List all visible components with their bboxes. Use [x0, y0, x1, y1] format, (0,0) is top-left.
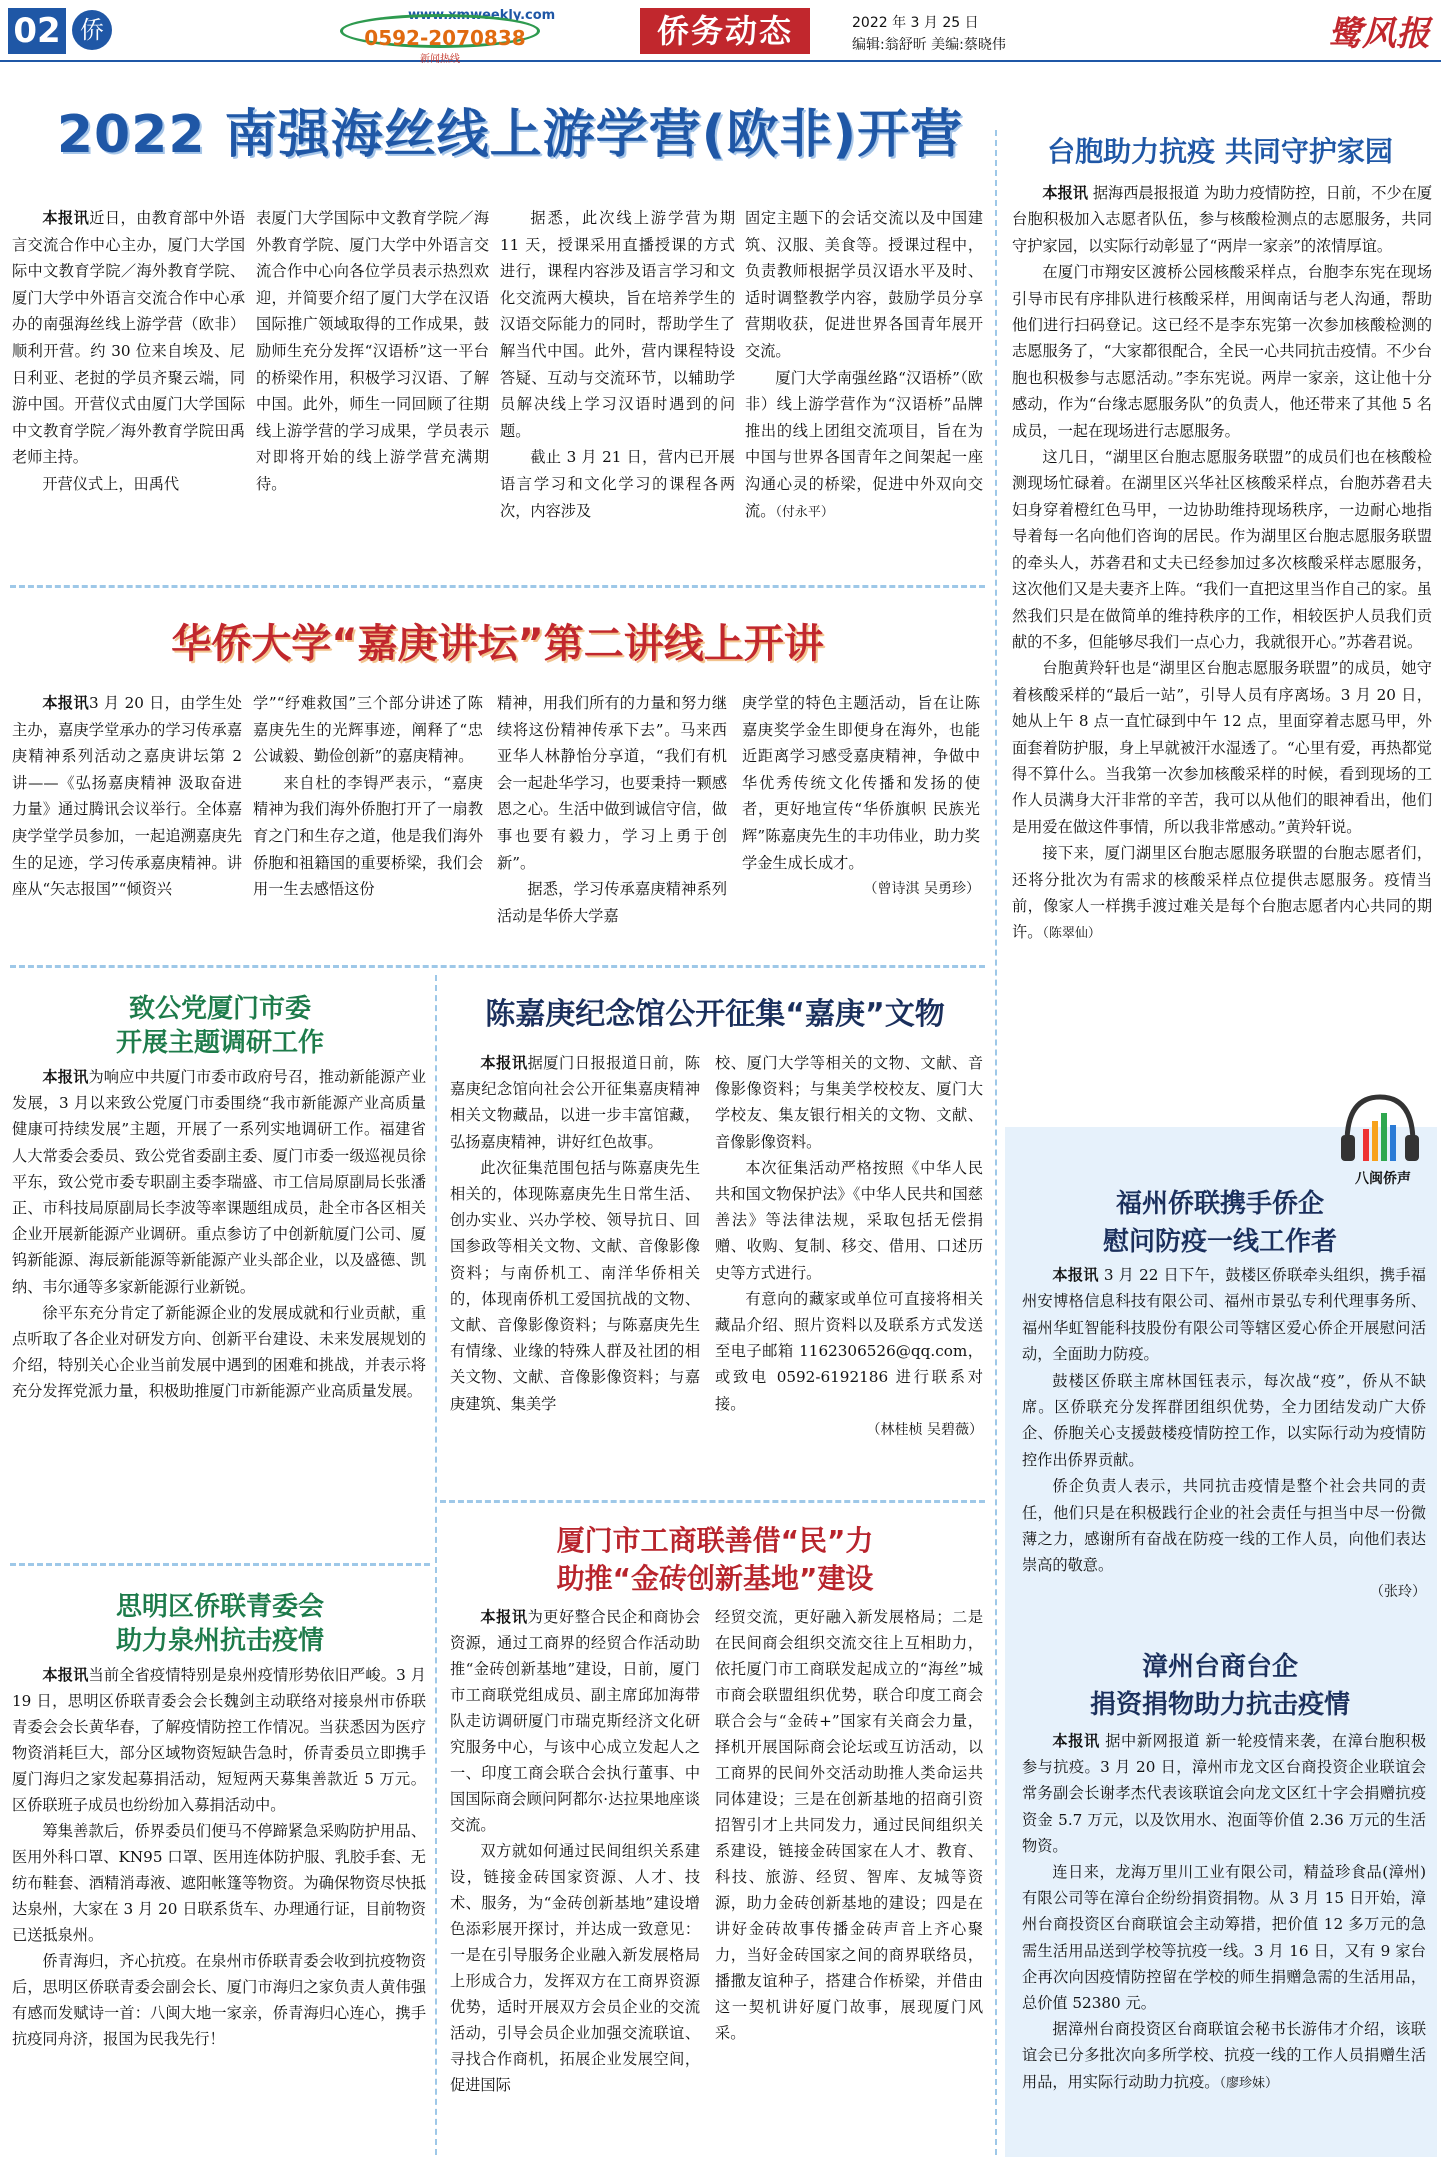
a2-col4: 庚学堂的特色主题活动，旨在让陈嘉庚奖学金生即便身在海外，也能近距离学习感受嘉庚精神，争做中华优秀传统文化传播和发扬的使者，更好地宣传“华侨旗帜 民族光辉”陈嘉庚先生的丰功伟业，助力奖学金生成长成才。 （曾诗淇 吴勇珍） [742, 690, 980, 903]
a8-body: 本报讯 3 月 22 日下午，鼓楼区侨联牵头组织，携手福州安博格信息科技有限公司、福州市景弘专利代理事务所、福州华虹智能科技股份有限公司等辖区爱心侨企开展慰问活动，全面助力防疫。 鼓楼区侨联主席林国钰表示，每次战“疫”，侨从不缺席。区侨联充分发挥群团组织优势，全力团结发动广大侨企、侨胞关心支援鼓楼疫情防控工作，以实际行动为疫情防控作出侨界贡献。 侨企负责人表示，共同抗击疫情是整个社会共同的责任，他们只是在积极践行企业的社会责任与担当中尽一份微薄之力，感谢所有奋战在防疫一线的工作人员，向他们表达崇高的敬意。 （张玲） [1022, 1262, 1426, 1605]
a6-body: 本报讯当前全省疫情特别是泉州疫情形势依旧严峻。3 月 19 日，思明区侨联青委会会长魏剑主动联络对接泉州市侨联青委会会长黄华春，了解疫情防控工作情况。当获悉因为医疗物资消耗巨大，部分区域物资短缺告急时，侨青委员立即携手厦门海归之家发起募捐活动，短短两天募集善款近 5 万元。区侨联班子成员也纷纷加入募捐活动中。 筹集善款后，侨界委员们便马不停蹄紧急采购防护用品、医用外科口罩、KN95 口罩、医用连体防护服、乳胶手套、无纺布鞋套、酒精消毒液、遮阳帐篷等物资。为确保物资尽快抵达泉州，大家在 3 月 20 日联系货车、办理通行证，目前物资已送抵泉州。 侨青海归，齐心抗疫。在泉州市侨联青委会收到抗疫物资后，思明区侨联青委会副会长、厦门市海归之家负责人黄伟强有感而发赋诗一首：八闽大地一家亲，侨青海归心连心，携手抗疫同舟济，报国为民我先行！ [12, 1666, 426, 2048]
a1-col1: 本报讯近日，由教育部中外语言交流合作中心主办，厦门大学国际中文教育学院／海外教育学院、厦门大学中外语言交流合作中心承办的南强海丝线上游学营（欧非）顺利开营。约 30 位来自埃及、尼日利亚、老挝的学员齐聚云端，同游中国。开营仪式由厦门大学国际中文教育学院／海外教育学院田禹老师主持。 开营仪式上，田禹代 [12, 209, 246, 493]
a9-title: 漳州台商台企 捐资捐物助力抗击疫情 [1089, 1652, 1350, 1720]
a7-title: 台胞助力抗疫 共同守护家园 [1047, 135, 1393, 168]
page-number: 02 [8, 8, 66, 54]
a1-col4: 固定主题下的会话交流以及中国建筑、汉服、美食等。授课过程中，负责教师根据学员汉语水平及时、适时调整教学内容，鼓励学员分享营期收获，促进世界各国青年展开交流。 厦门大学南强丝路“汉语桥”（欧非）线上游学营作为“汉语桥”品牌推出的线上团组交流项目，旨在为中国与世界各国青年之间架起一座沟通心灵的桥梁，促进中外双向交流。（付永平） [745, 209, 983, 520]
hotline-label: 新闻热线 [420, 54, 460, 65]
a6-title: 思明区侨联青委会 助力泉州抗击疫情 [115, 1592, 324, 1656]
hotline-number: 0592-2070838 [364, 26, 526, 50]
a4-col1: 本报讯据厦门日报报道日前，陈嘉庚纪念馆向社会公开征集嘉庚精神相关文物藏品，以进一步丰富馆藏，弘扬嘉庚精神，讲好红色故事。 此次征集范围包括与陈嘉庚先生相关的，体现陈嘉庚先生日常生活、创办实业、兴办学校、领导抗日、回国参政等相关文物、文献、音像影像资料；与南侨机工、南洋华侨相关的，体现南侨机工爱国抗战的文物、文献、音像影像资料；与陈嘉庚先生有情缘、业缘的特殊人群及社团的相关文物、文献、音像影像资料；与嘉庚建筑、集美学 [450, 1054, 701, 1413]
a4-title: 陈嘉庚纪念馆公开征集“嘉庚”文物 [485, 997, 945, 1032]
a8-author: （张玲） [1370, 1583, 1426, 1600]
voice-label: 八闽侨声 [1355, 1171, 1411, 1187]
a2-col1: 本报讯3 月 20 日，由学生处主办，嘉庚学堂承办的学习传承嘉庚精神系列活动之嘉庚讲坛第 2 讲——《弘扬嘉庚精神 汲取奋进力量》通过腾讯会议举行。全体嘉庚学堂学员参加，一起追溯嘉庚先生的足迹，学习传承嘉庚精神。讲座从“矢志报国”“倾资兴 [12, 694, 242, 899]
a2-author: （曾诗淇 吴勇珍） [863, 881, 980, 898]
section-title: 侨务动态 [640, 8, 810, 54]
a7-author: （陈翠仙） [1042, 926, 1101, 942]
divider [10, 585, 985, 588]
divider [440, 1500, 985, 1503]
a5-col2: 经贸交流，更好融入新发展格局；二是在民间商会组织交流交往上互相助力，依托厦门市工商联发起成立的“海丝”城市商会联盟组织优势，联合印度工商会联合会与“金砖+”国家有关商会力量，择机开展国际商会论坛或互访活动，以工商界的民间外交活动助推人类命运共同体建设；三是在创新基地的招商引资招智引才上共同发力，通过民间组织关系建设，链接金砖国家在人才、教育、科技、旅游、经贸、智库、友城等资源，助力金砖创新基地的建设；四是在讲好金砖故事传播金砖声音上齐心聚力，当好金砖国家之间的商界联络员，播撒友谊种子，搭建合作桥梁，并借由这一契机讲好厦门故事，展现厦门风采。 [715, 1608, 983, 2042]
seal-icon: 侨 [72, 10, 112, 50]
a8-title: 福州侨联携手侨企 慰问防疫一线工作者 [1102, 1189, 1337, 1257]
a4-col2: 校、厦门大学等相关的文物、文献、音像影像资料；与集美学校校友、厦门大学校友、集友银行相关的文物、文献、音像影像资料。 本次征集活动严格按照《中华人民共和国文物保护法》《中华人民共和国慈善法》等法律法规，采取包括无偿捐赠、收购、复制、移交、借用、口述历史等方式进行。 有意向的藏家或单位可直接将相关藏品介绍、照片资料以及联系方式发送至电子邮箱 1162306526@qq.com，或致电 0592-6192186 进行联系对接。 （林桂桢 吴碧薇） [715, 1050, 983, 1443]
divider [435, 975, 437, 2155]
a1-author: （付永平） [775, 504, 834, 520]
masthead [0, 0, 1441, 65]
site-url[interactable]: www.xmweekly.com [408, 8, 556, 23]
a3-title: 致公党厦门市委 开展主题调研工作 [115, 994, 324, 1058]
a3-body: 本报讯为响应中共厦门市委市政府号召，推动新能源产业发展，3 月以来致公党厦门市委围绕“我市新能源产业高质量健康可持续发展”主题，开展了一系列实地调研工作。福建省人大常委会委员、致公党省委副主委、厦门市委一级巡视员徐平东，致公党市委专职副主委李瑞盛、市工信局原副局长张潘正、市科技局原副局长李波等率课题组成员，赴全市各区相关企业开展新能源产业调研。重点参访了中创新航厦门公司、厦钨新能源、海辰新能源等新能源产业头部企业，以及盛德、凯纳、韦尔通等多家新能源行业新锐。 徐平东充分肯定了新能源企业的发展成就和行业贡献，重点听取了各企业对研发方向、创新平台建设、未来发展规划的介绍，特别关心企业当前发展中遇到的困难和挑战，并表示将充分发挥党派力量，积极助推厦门市新能源产业高质量发展。 [12, 1068, 427, 1401]
a4-author: （林桂桢 吴碧薇） [866, 1421, 983, 1438]
a2-col2: 学”“纾难救国”三个部分讲述了陈嘉庚先生的光辉事迹，阐释了“忠公诚毅、勤俭创新”的嘉庚精神。 来自杜的李锝严表示，“嘉庚精神为我们海外侨胞打开了一扇教育之门和生存之道，他是我们海外侨胞和祖籍国的重要桥梁，我们会用一生去感悟这份 [253, 694, 483, 899]
a5-title: 厦门市工商联善借“民”力 助推“金砖创新基地”建设 [556, 1524, 874, 1595]
a1-col2: 表厦门大学国际中文教育学院／海外教育学院、厦门大学中外语言交流合作中心向各位学员表示热烈欢迎，并简要介绍了厦门大学在汉语国际推广领域取得的工作成果，鼓励师生充分发挥“汉语桥”这一平台的桥梁作用，积极学习汉语、了解中国。此外，师生一同回顾了往期线上游学营的学习成果，学员表示对即将开始的线上游学营充满期待。 [256, 209, 489, 493]
a7-body: 本报讯 据海西晨报报道 为助力疫情防控，日前，不少在厦台胞积极加入志愿者队伍，参与核酸检测点的志愿服务，共同守护家园，以实际行动彰显了“两岸一家亲”的浓情厚谊。 在厦门市翔安区渡桥公园核酸采样点，台胞李东宪在现场引导市民有序排队进行核酸采样，用闽南话与老人沟通，帮助他们进行扫码登记。这已经不是李东宪第一次参加核酸检测的志愿服务了，“大家都很配合，全民一心共同抗击疫情。不少台胞也积极参与志愿活动。”李东宪说。两岸一家亲，这让他十分感动，作为“台缘志愿服务队”的负责人，他还带来了其他 5 名成员，一起在现场进行志愿服务。 这几日，“湖里区台胞志愿服务联盟”的成员们也在核酸检测现场忙碌着。在湖里区兴华社区核酸采样点，台胞苏砻君夫妇身穿着橙红色马甲，一边协助维持现场秩序，一边耐心地指导着每一名向他们咨询的居民。作为湖里区台胞志愿服务联盟的牵头人，苏砻君和丈夫已经参加过多次核酸采样志愿服务，这次他们又是夫妻齐上阵。“我们一直把这里当作自己的家。虽然我们只是在做简单的维持秩序的工作，相较医护人员我们贡献的不多，但能够尽我们一点心力，我就很开心。”苏砻君说。 台胞黄羚轩也是“湖里区台胞志愿服务联盟”的成员，她守着核酸采样的“最后一站”，引导人员有序离场。3 月 20 日，她从上午 8 点一直忙碌到中午 12 点，里面穿着志愿马甲，外面套着防护服，身上早就被汗水湿透了。“心里有爱，再热都觉得不算什么。当我第一次参加核酸采样的时候，看到现场的工作人员满身大汗非常的辛苦，我可以从他们的眼神看出，他们是用爱在做这件事情，所以我非常感动。”黄羚轩说。 接下来，厦门湖里区台胞志愿服务联盟的台胞志愿者们，还将分批次为有需求的核酸采样点位提供志愿服务。疫情当前，像家人一样携手渡过难关是每个台胞志愿者内心共同的期许。（陈翠仙） [1012, 184, 1433, 942]
issue-date: 2022 年 3 月 25 日 [852, 15, 979, 31]
a2-col3: 精神，用我们所有的力量和努力继续将这份精神传承下去”。马来西亚华人林静怡分享道，“我们有机会一起赴华学习，也要秉持一颗感恩之心。生活中做到诚信守信，做事也要有毅力，学习上勇于创新”。 据悉，学习传承嘉庚精神系列活动是华侨大学嘉 [497, 694, 727, 925]
a9-author: （廖珍妹） [1219, 2075, 1278, 2091]
a5-col1: 本报讯为更好整合民企和商协会资源，通过工商界的经贸合作活动助推“金砖创新基地”建设，日前，厦门市工商联党组成员、副主席邱加海带队走访调研厦门市瑞克斯经济文化研究服务中心，与该中心成立发起人之一、印度工商会联合会执行董事、中国国际商会顾问阿都尔·达拉果地座谈交流。 双方就如何通过民间组织关系建设，链接金砖国家资源、人才、技术、服务，为“金砖创新基地”建设增色添彩展开探讨，并达成一致意见：一是在引导服务企业融入新发展格局上形成合力，发挥双方在工商界资源优势，适时开展双方会员企业的交流活动，引导会员企业加强交流联谊、寻找合作商机，拓展企业发展空间，促进国际 [450, 1608, 701, 2094]
divider [995, 130, 997, 2155]
voice-icon [1335, 1085, 1425, 1165]
a2-title: 华侨大学“嘉庚讲坛”第二讲线上开讲 [171, 621, 824, 667]
editor-credits: 编辑:翁舒昕 美编:蔡晓伟 [852, 37, 1006, 53]
a9-body: 本报讯 据中新网报道 新一轮疫情来袭，在漳台胞积极参与抗疫。3 月 20 日，漳州市龙文区台商投资企业联谊会常务副会长谢孝杰代表该联谊会向龙文区红十字会捐赠抗疫资金 5.7 万元，以及饮用水、泡面等价值 2.36 万元的生活物资。 连日来，龙海万里川工业有限公司，精益珍食品(漳州)有限公司等在漳台企纷纷捐资捐物。从 3 月 15 日开始，漳州台商投资区台商联谊会主动筹措，把价值 12 多万元的急需生活用品送到学校等抗疫一线。3 月 16 日，又有 9 家台企再次向因疫情防控留在学校的师生捐赠急需的生活用品，总价值 52380 元。 据漳州台商投资区台商联谊会秘书长游伟才介绍，该联谊会已分多批次向多所学校、抗疫一线的工作人员捐赠生活用品，用实际行动助力抗疫。（廖珍妹） [1022, 1732, 1427, 2091]
a1-title: 2022 南强海丝线上游学营(欧非)开营 [56, 105, 964, 165]
divider [10, 965, 985, 968]
paper-name: 鹭风报 [1328, 14, 1430, 54]
a1-col3: 据悉，此次线上游学营为期 11 天，授课采用直播授课的方式进行，课程内容涉及语言学习和文化交流两大模块，旨在培养学生的汉语交际能力的同时，帮助学生了解当代中国。此外，营内课程特设答疑、互动与交流环节，以辅助学员解决线上学习汉语时遇到的问题。 截止 3 月 21 日，营内已开展语言学习和文化学习的课程各两次，内容涉及 [500, 209, 735, 520]
divider [10, 1563, 430, 1566]
